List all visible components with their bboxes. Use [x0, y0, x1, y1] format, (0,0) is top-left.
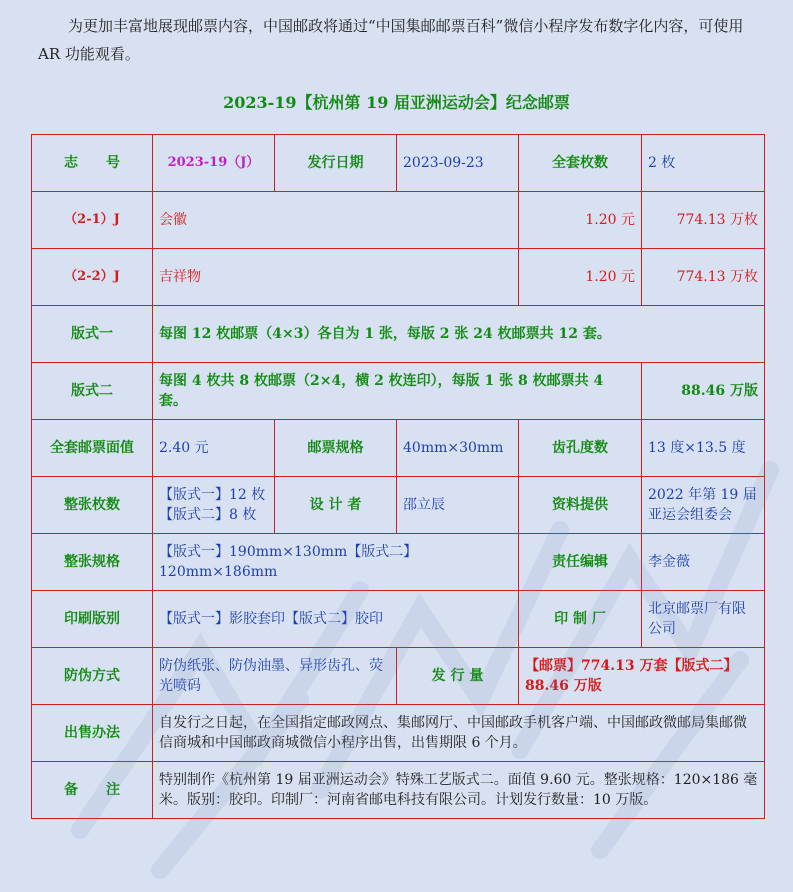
cell-label: 版式一: [32, 306, 153, 363]
table-row: [32, 705, 765, 762]
cell-value: 李金薇: [642, 534, 765, 591]
cell-label: 发行日期: [275, 135, 397, 192]
cell-label: 防伪方式: [32, 648, 153, 705]
stamp-value: 1.20 元: [519, 192, 642, 249]
cell-value: [153, 477, 275, 534]
sheet-count-format-one: 【版式一】12 枚: [159, 487, 266, 503]
cell-label: 印刷版别: [32, 591, 153, 648]
stamp-quantity: 774.13 万枚: [642, 249, 765, 306]
cell-value: 防伪纸张、防伪油墨、异形齿孔、荧光喷码: [153, 648, 397, 705]
cell-value: 自发行之日起，在全国指定邮政网点、集邮网厅、中国邮政手机客户端、中国邮政微邮局集邮微信商城和中国邮政商城微信小程序出售，出售期限 6 个月。: [153, 705, 765, 762]
stamp-name: 吉祥物: [153, 249, 519, 306]
format-two-quantity: 88.46 万版: [642, 363, 765, 420]
cell-value: 13 度×13.5 度: [642, 420, 765, 477]
table-row: [32, 534, 765, 591]
stamp-value: 1.20 元: [519, 249, 642, 306]
cell-label: 志 号: [32, 135, 153, 192]
cell-label: 责任编辑: [519, 534, 642, 591]
table-row: [32, 363, 765, 420]
table-row: [32, 762, 765, 819]
cell-label: 全套枚数: [519, 135, 642, 192]
stamp-info-table: [31, 134, 765, 819]
cell-value: 【版式一】190mm×130mm【版式二】120mm×186mm: [153, 534, 519, 591]
cell-value: 2022 年第 19 届亚运会组委会: [642, 477, 765, 534]
table-row: [32, 249, 765, 306]
cell-label: 版式二: [32, 363, 153, 420]
cell-label: 备 注: [32, 762, 153, 819]
cell-label: 齿孔度数: [519, 420, 642, 477]
table-row: [32, 192, 765, 249]
format-one-description: 每图 12 枚邮票（4×3）各自为 1 张，每版 2 张 24 枚邮票共 12 套。: [153, 306, 765, 363]
cell-value: 2 枚: [642, 135, 765, 192]
cell-label: 整张枚数: [32, 477, 153, 534]
cell-value: 2023-09-23: [397, 135, 519, 192]
sheet-count-format-two: 【版式二】8 枚: [159, 507, 257, 523]
stamp-code: （2-2）J: [32, 249, 153, 306]
cell-value: 北京邮票厂有限公司: [642, 591, 765, 648]
cell-label: 发 行 量: [397, 648, 519, 705]
stamp-quantity: 774.13 万枚: [642, 192, 765, 249]
table-row: [32, 648, 765, 705]
cell-value: 40mm×30mm: [397, 420, 519, 477]
page-title: 2023-19【杭州第 19 届亚洲运动会】纪念邮票: [223, 93, 570, 112]
table-row: [32, 477, 765, 534]
stamp-code: （2-1）J: [32, 192, 153, 249]
cell-label: 邮票规格: [275, 420, 397, 477]
cell-value: 特别制作《杭州第 19 届亚洲运动会》特殊工艺版式二。面值 9.60 元。整张规格：120×186 毫米。版别：胶印。印制厂：河南省邮电科技有限公司。计划发行数量：10 万版。: [153, 762, 765, 819]
table-row: [32, 306, 765, 363]
format-two-description: 每图 4 枚共 8 枚邮票（2×4，横 2 枚连印），每版 1 张 8 枚邮票共 4 套。: [153, 363, 642, 420]
table-row: [32, 135, 765, 192]
cell-label: 设 计 者: [275, 477, 397, 534]
cell-label: 资料提供: [519, 477, 642, 534]
cell-label: 出售办法: [32, 705, 153, 762]
cell-value: 2.40 元: [153, 420, 275, 477]
cell-value: 2023-19（J）: [153, 135, 275, 192]
cell-value: 【邮票】774.13 万套【版式二】88.46 万版: [519, 648, 765, 705]
table-row: [32, 591, 765, 648]
cell-label: 全套邮票面值: [32, 420, 153, 477]
table-row: [32, 420, 765, 477]
intro-paragraph: 为更加丰富地展现邮票内容，中国邮政将通过“中国集邮邮票百科”微信小程序发布数字化内容，可使用 AR 功能观看。: [38, 17, 744, 63]
cell-value: 【版式一】影胶套印【版式二】胶印: [153, 591, 519, 648]
cell-label: 印 制 厂: [519, 591, 642, 648]
cell-label: 整张规格: [32, 534, 153, 591]
stamp-name: 会徽: [153, 192, 519, 249]
cell-value: 邵立辰: [397, 477, 519, 534]
